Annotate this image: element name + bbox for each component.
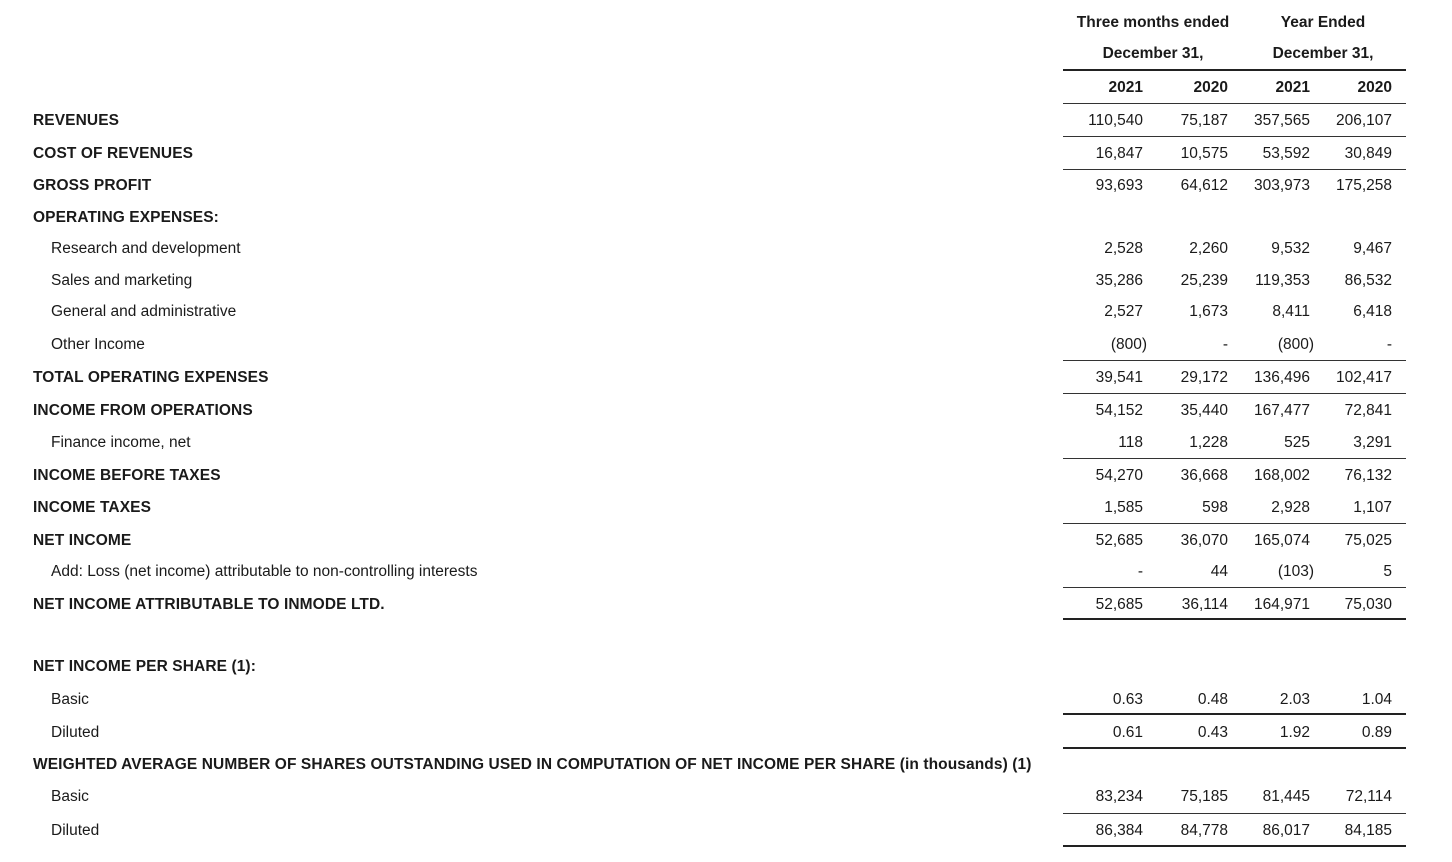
rule xyxy=(1063,523,1406,524)
table-row xyxy=(0,690,1452,710)
value-cell: 119,353 xyxy=(1255,272,1310,289)
rule xyxy=(1063,169,1406,170)
value-cell: 75,187 xyxy=(1180,112,1228,129)
table-row xyxy=(0,239,1452,259)
value-cell: 25,239 xyxy=(1180,272,1228,289)
row-label: Finance income, net xyxy=(51,434,191,451)
table-row xyxy=(0,498,1452,518)
value-cell: 9,532 xyxy=(1271,240,1310,257)
year-header-cell: 2021 xyxy=(1275,79,1310,96)
value-cell: 86,017 xyxy=(1262,822,1310,839)
table-row xyxy=(0,302,1452,322)
year-header-row xyxy=(0,78,1452,98)
value-cell: 175,258 xyxy=(1335,177,1392,194)
value-cell: 5 xyxy=(1383,563,1392,580)
row-label: INCOME FROM OPERATIONS xyxy=(33,402,253,419)
value-cell: 206,107 xyxy=(1335,112,1392,129)
value-cell: 2,260 xyxy=(1189,240,1228,257)
value-cell: 1,228 xyxy=(1189,434,1228,451)
value-cell: 102,417 xyxy=(1335,369,1392,386)
value-cell: 525 xyxy=(1284,434,1310,451)
row-label: Other Income xyxy=(51,336,145,353)
rule xyxy=(1063,747,1406,749)
value-cell: 75,025 xyxy=(1344,532,1392,549)
value-cell: 165,074 xyxy=(1253,532,1310,549)
value-cell: 164,971 xyxy=(1253,596,1310,613)
table-row xyxy=(0,531,1452,551)
value-cell: 110,540 xyxy=(1088,112,1143,129)
row-label: REVENUES xyxy=(33,112,120,129)
table-row xyxy=(0,723,1452,743)
header-three-months-line2: December 31, xyxy=(1102,45,1204,62)
value-cell: 54,152 xyxy=(1095,402,1143,419)
row-label: INCOME TAXES xyxy=(33,499,152,516)
value-cell: 35,286 xyxy=(1095,272,1143,289)
row-label: General and administrative xyxy=(51,303,237,320)
value-cell: 0.43 xyxy=(1197,724,1228,741)
table-row xyxy=(0,787,1452,807)
table-row xyxy=(0,208,1452,228)
header-year-ended-line2: December 31, xyxy=(1272,45,1374,62)
rule xyxy=(1063,813,1406,814)
table-row xyxy=(0,335,1452,355)
rule xyxy=(1063,458,1406,459)
value-cell: (800) xyxy=(1277,336,1314,353)
value-cell: 0.61 xyxy=(1112,724,1143,741)
row-label: NET INCOME xyxy=(33,532,132,549)
rule xyxy=(1063,136,1406,137)
value-cell: 1,673 xyxy=(1189,303,1228,320)
row-label: Diluted xyxy=(51,822,100,839)
value-cell: 75,030 xyxy=(1344,596,1392,613)
row-label: NET INCOME PER SHARE (1): xyxy=(33,658,256,675)
value-cell: 30,849 xyxy=(1344,145,1392,162)
value-cell: 136,496 xyxy=(1253,369,1310,386)
value-cell: 9,467 xyxy=(1353,240,1392,257)
table-row xyxy=(0,657,1452,677)
value-cell: - xyxy=(1386,336,1392,353)
value-cell: - xyxy=(1222,336,1228,353)
row-label: GROSS PROFIT xyxy=(33,177,152,194)
table-row xyxy=(0,176,1452,196)
value-cell: 76,132 xyxy=(1344,467,1392,484)
table-row xyxy=(0,401,1452,421)
rule xyxy=(1063,360,1406,361)
value-cell: 86,384 xyxy=(1095,822,1143,839)
value-cell: 84,185 xyxy=(1344,822,1392,839)
value-cell: 357,565 xyxy=(1253,112,1310,129)
table-row xyxy=(0,821,1452,841)
value-cell: 0.89 xyxy=(1361,724,1392,741)
value-cell: (103) xyxy=(1277,563,1314,580)
table-row xyxy=(0,595,1452,615)
value-cell: 93,693 xyxy=(1095,177,1143,194)
value-cell: 52,685 xyxy=(1095,532,1143,549)
value-cell: 36,114 xyxy=(1181,596,1228,613)
value-cell: - xyxy=(1137,563,1143,580)
value-cell: 72,841 xyxy=(1344,402,1392,419)
value-cell: 2,928 xyxy=(1271,499,1310,516)
value-cell: 598 xyxy=(1202,499,1228,516)
value-cell: 72,114 xyxy=(1345,788,1392,805)
value-cell: 54,270 xyxy=(1095,467,1143,484)
rule xyxy=(1063,713,1406,715)
value-cell: 8,411 xyxy=(1272,303,1310,320)
header-three-months-line1: Three months ended xyxy=(1076,14,1230,31)
value-cell: 0.48 xyxy=(1197,691,1228,708)
value-cell: 35,440 xyxy=(1180,402,1228,419)
table-row xyxy=(0,466,1452,486)
table-row xyxy=(0,271,1452,291)
value-cell: (800) xyxy=(1110,336,1147,353)
value-cell: 6,418 xyxy=(1353,303,1392,320)
rule xyxy=(1063,393,1406,394)
value-cell: 44 xyxy=(1210,563,1228,580)
value-cell: 84,778 xyxy=(1180,822,1228,839)
row-label: Diluted xyxy=(51,724,100,741)
table-row xyxy=(0,144,1452,164)
value-cell: 64,612 xyxy=(1180,177,1228,194)
value-cell: 81,445 xyxy=(1262,788,1310,805)
value-cell: 10,575 xyxy=(1180,145,1228,162)
value-cell: 167,477 xyxy=(1253,402,1310,419)
value-cell: 86,532 xyxy=(1344,272,1392,289)
table-row xyxy=(0,562,1452,582)
year-header-cell: 2021 xyxy=(1108,79,1143,96)
value-cell: 168,002 xyxy=(1253,467,1310,484)
value-cell: 0.63 xyxy=(1112,691,1143,708)
row-label: Add: Loss (net income) attributable to non-controlling interests xyxy=(51,563,478,580)
value-cell: 39,541 xyxy=(1095,369,1143,386)
year-header-cell: 2020 xyxy=(1357,79,1392,96)
rule xyxy=(1063,845,1406,847)
value-cell: 1,585 xyxy=(1104,499,1143,516)
value-cell: 53,592 xyxy=(1262,145,1310,162)
value-cell: 118 xyxy=(1118,434,1143,451)
table-row xyxy=(0,111,1452,131)
row-label: Basic xyxy=(51,788,89,805)
rule xyxy=(1063,103,1406,104)
value-cell: 1,107 xyxy=(1353,499,1392,516)
value-cell: 75,185 xyxy=(1180,788,1228,805)
value-cell: 83,234 xyxy=(1095,788,1143,805)
value-cell: 52,685 xyxy=(1095,596,1143,613)
value-cell: 303,973 xyxy=(1253,177,1310,194)
row-label: INCOME BEFORE TAXES xyxy=(33,467,221,484)
row-label: TOTAL OPERATING EXPENSES xyxy=(33,369,269,386)
row-label: Research and development xyxy=(51,240,241,257)
header-year-ended-line1: Year Ended xyxy=(1280,14,1366,31)
table-row xyxy=(0,433,1452,453)
value-cell: 3,291 xyxy=(1353,434,1392,451)
table-row xyxy=(0,755,1452,775)
row-label: NET INCOME ATTRIBUTABLE TO INMODE LTD. xyxy=(33,596,385,613)
rule xyxy=(1063,587,1406,588)
value-cell: 2.03 xyxy=(1279,691,1310,708)
row-label: Basic xyxy=(51,691,89,708)
row-label: OPERATING EXPENSES: xyxy=(33,209,219,226)
value-cell: 36,668 xyxy=(1180,467,1228,484)
value-cell: 16,847 xyxy=(1095,145,1143,162)
table-row xyxy=(0,368,1452,388)
value-cell: 2,527 xyxy=(1104,303,1143,320)
value-cell: 2,528 xyxy=(1104,240,1143,257)
row-label: WEIGHTED AVERAGE NUMBER OF SHARES OUTSTANDING USED IN COMPUTATION OF NET INCOME PER SHARE (in thousands) (1) xyxy=(33,756,1032,773)
header-rule xyxy=(1063,69,1406,71)
rule xyxy=(1063,618,1406,620)
year-header-cell: 2020 xyxy=(1193,79,1228,96)
row-label: COST OF REVENUES xyxy=(33,145,194,162)
row-label: Sales and marketing xyxy=(51,272,193,289)
value-cell: 1.92 xyxy=(1279,724,1310,741)
value-cell: 36,070 xyxy=(1180,532,1228,549)
value-cell: 29,172 xyxy=(1180,369,1228,386)
value-cell: 1.04 xyxy=(1361,691,1392,708)
